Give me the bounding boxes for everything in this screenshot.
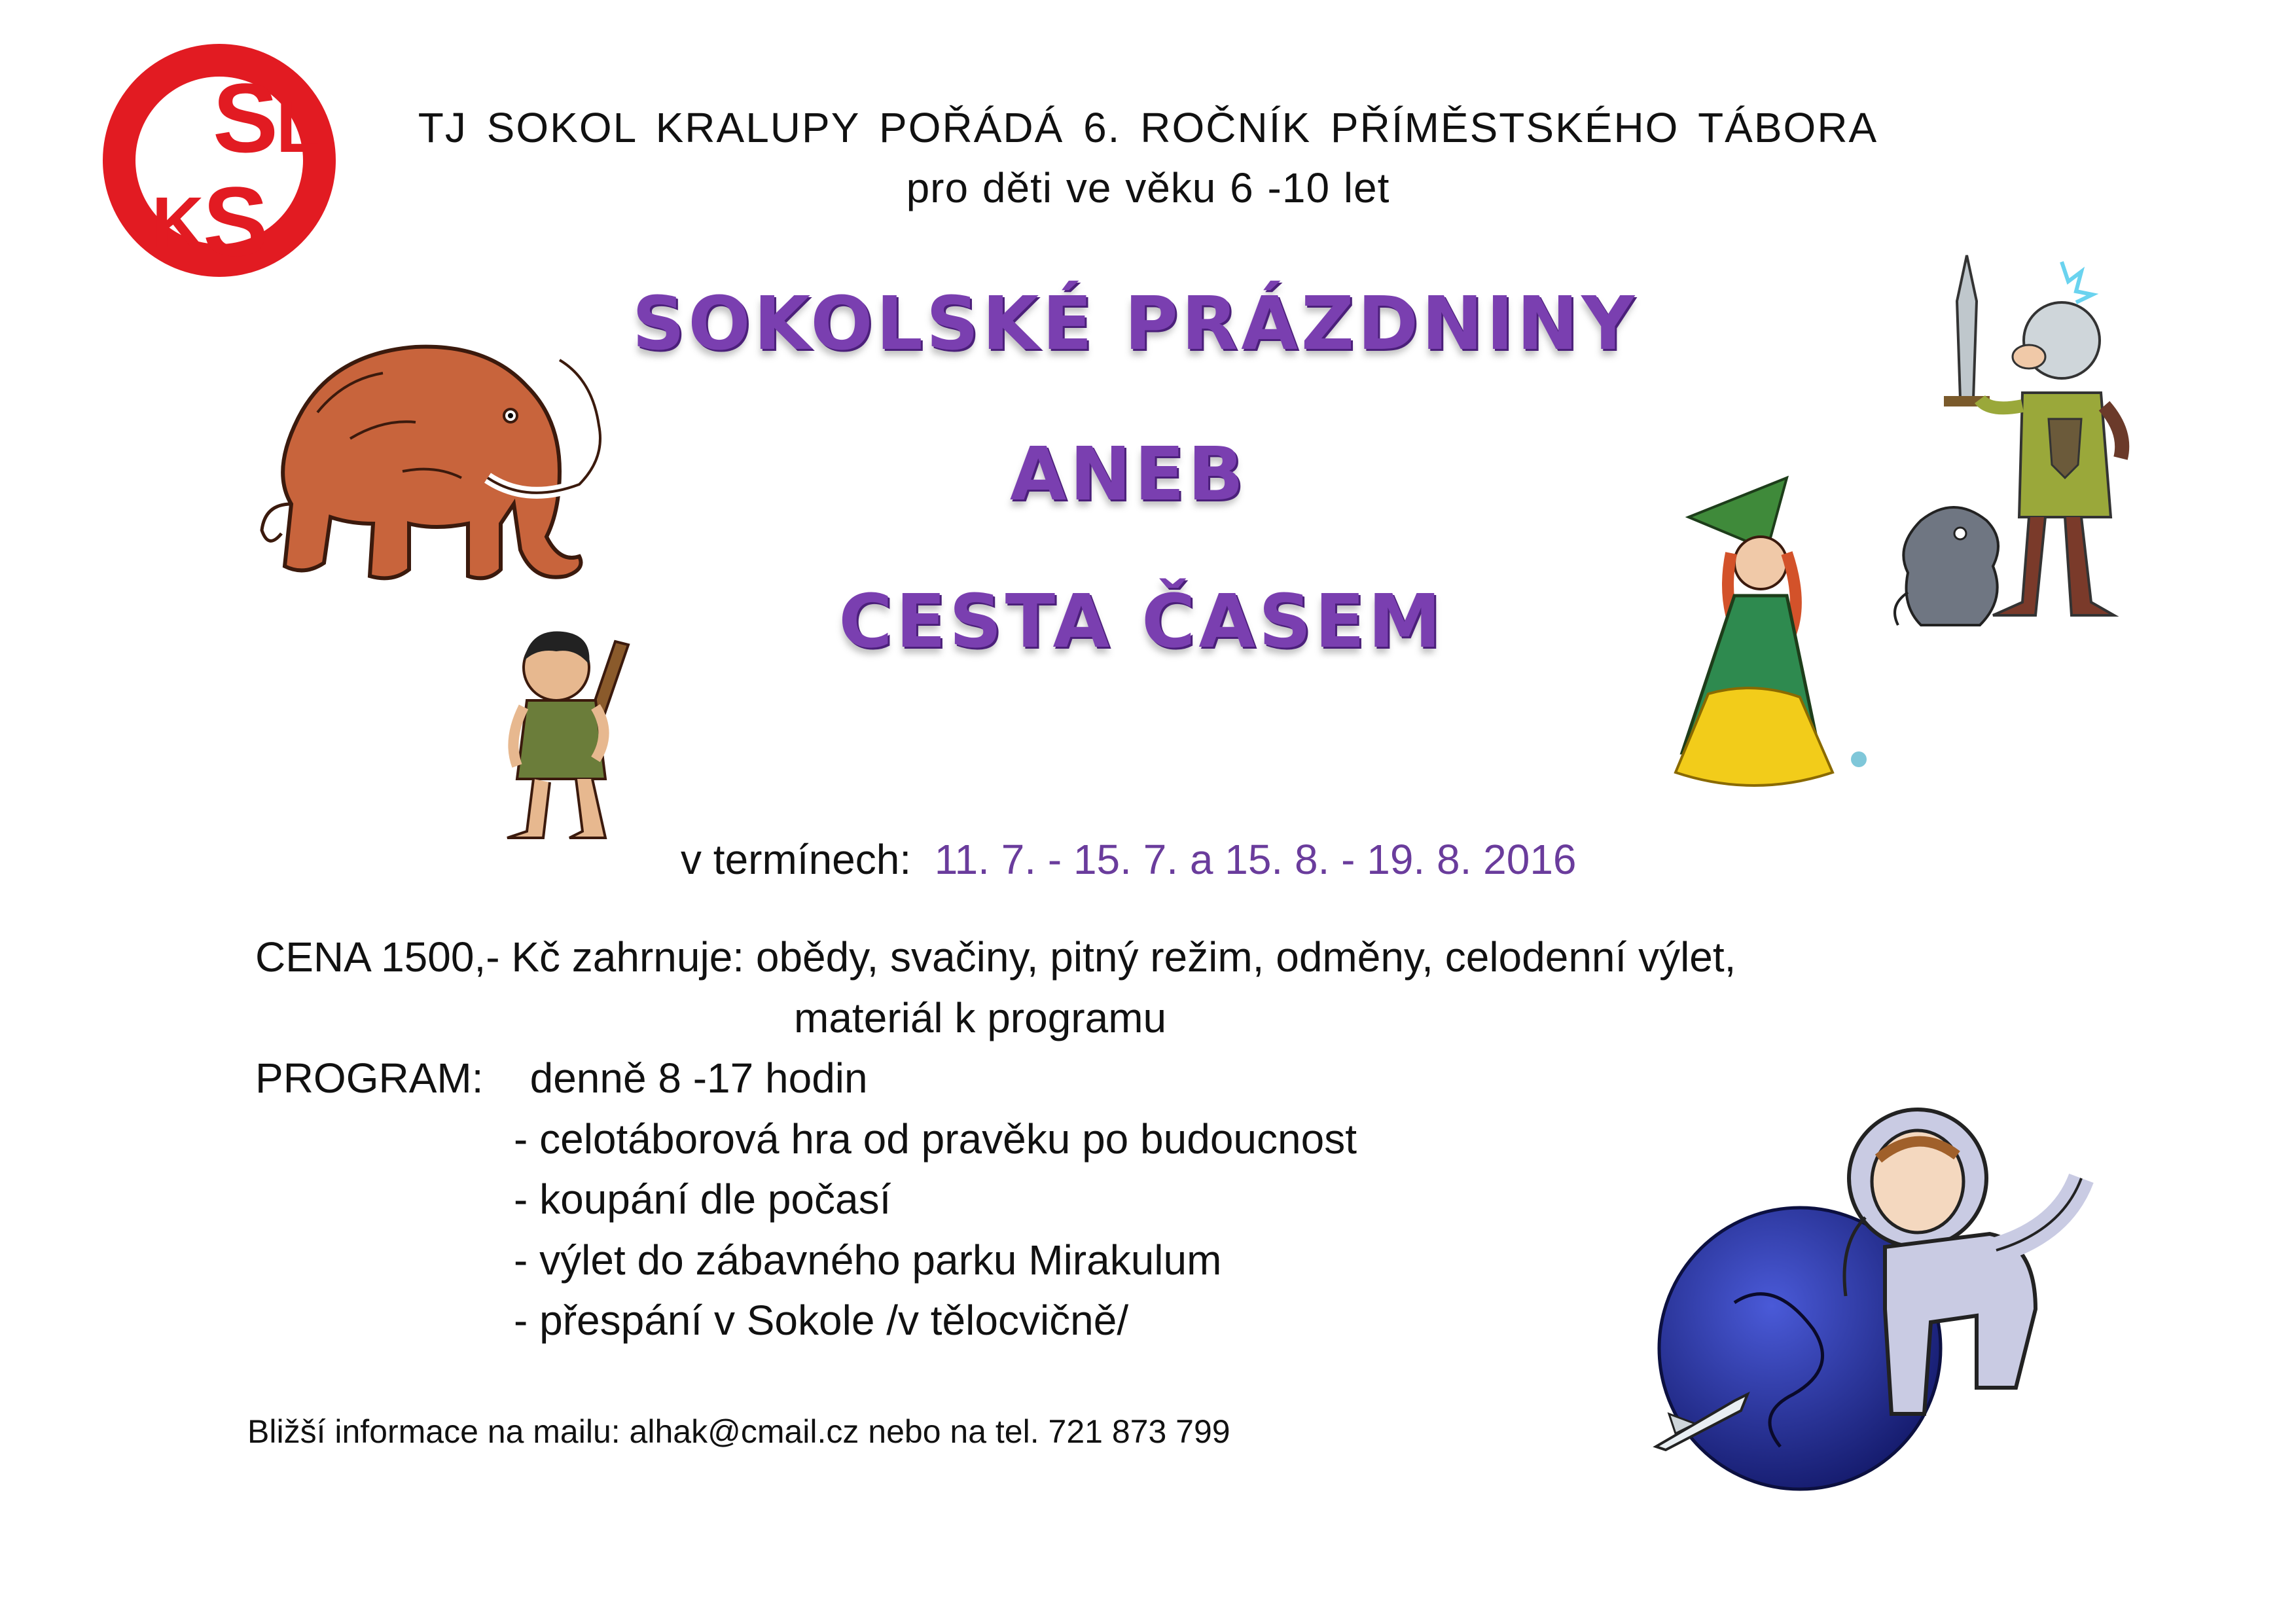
svg-text:S: S — [203, 166, 269, 276]
program-label: PROGRAM: — [255, 1055, 484, 1102]
title-line-1: SOKOLSKÉ PRÁZDNINY — [632, 281, 1638, 367]
caveman-icon — [497, 628, 655, 851]
princess-icon — [1662, 471, 1878, 805]
price-items-continued: materiál k programu — [794, 994, 1167, 1041]
rocket-icon — [1649, 1388, 1754, 1453]
program-item: - koupání dle počasí — [514, 1176, 891, 1223]
dates-label: v termínech: — [681, 836, 912, 883]
price-row — [255, 933, 1736, 981]
dragon-icon — [1895, 494, 2013, 638]
header-line-1: TJ SOKOL KRALUPY POŘÁDÁ 6. ROČNÍK PŘÍMĚSTSKÉHO TÁBORA — [418, 104, 1878, 151]
svg-text:L: L — [276, 87, 321, 168]
mammoth-icon — [252, 308, 619, 596]
program-item: - celotáborová hra od pravěku po budoucnost — [514, 1115, 1357, 1163]
contact-info: Bližší informace na mailu: alhak@cmail.cz nebo na tel. 721 873 799 — [247, 1413, 1230, 1450]
title-line-3: CESTA ČASEM — [838, 579, 1444, 664]
program-hours: denně 8 -17 hodin — [529, 1055, 868, 1102]
svg-text:K: K — [152, 183, 204, 263]
title-line-2: ANEB — [1009, 432, 1247, 517]
sokol-logo — [98, 39, 340, 281]
astronaut-icon — [1826, 1100, 2101, 1440]
program-item: - výlet do zábavného parku Mirakulum — [514, 1236, 1222, 1284]
svg-text:S: S — [213, 63, 279, 173]
program-row — [255, 1054, 868, 1102]
price-items: obědy, svačiny, pitný režim, odměny, celodenní výlet, — [755, 933, 1736, 981]
dates-value: 11. 7. - 15. 7. a 15. 8. - 19. 8. 2016 — [934, 836, 1577, 883]
price-label: CENA 1500,- Kč zahrnuje: — [255, 933, 745, 981]
header-line-2: pro děti ve věku 6 -10 let — [906, 164, 1390, 211]
program-item: - přespání v Sokole /v tělocvičně/ — [514, 1297, 1129, 1344]
dates-row — [681, 835, 1577, 884]
